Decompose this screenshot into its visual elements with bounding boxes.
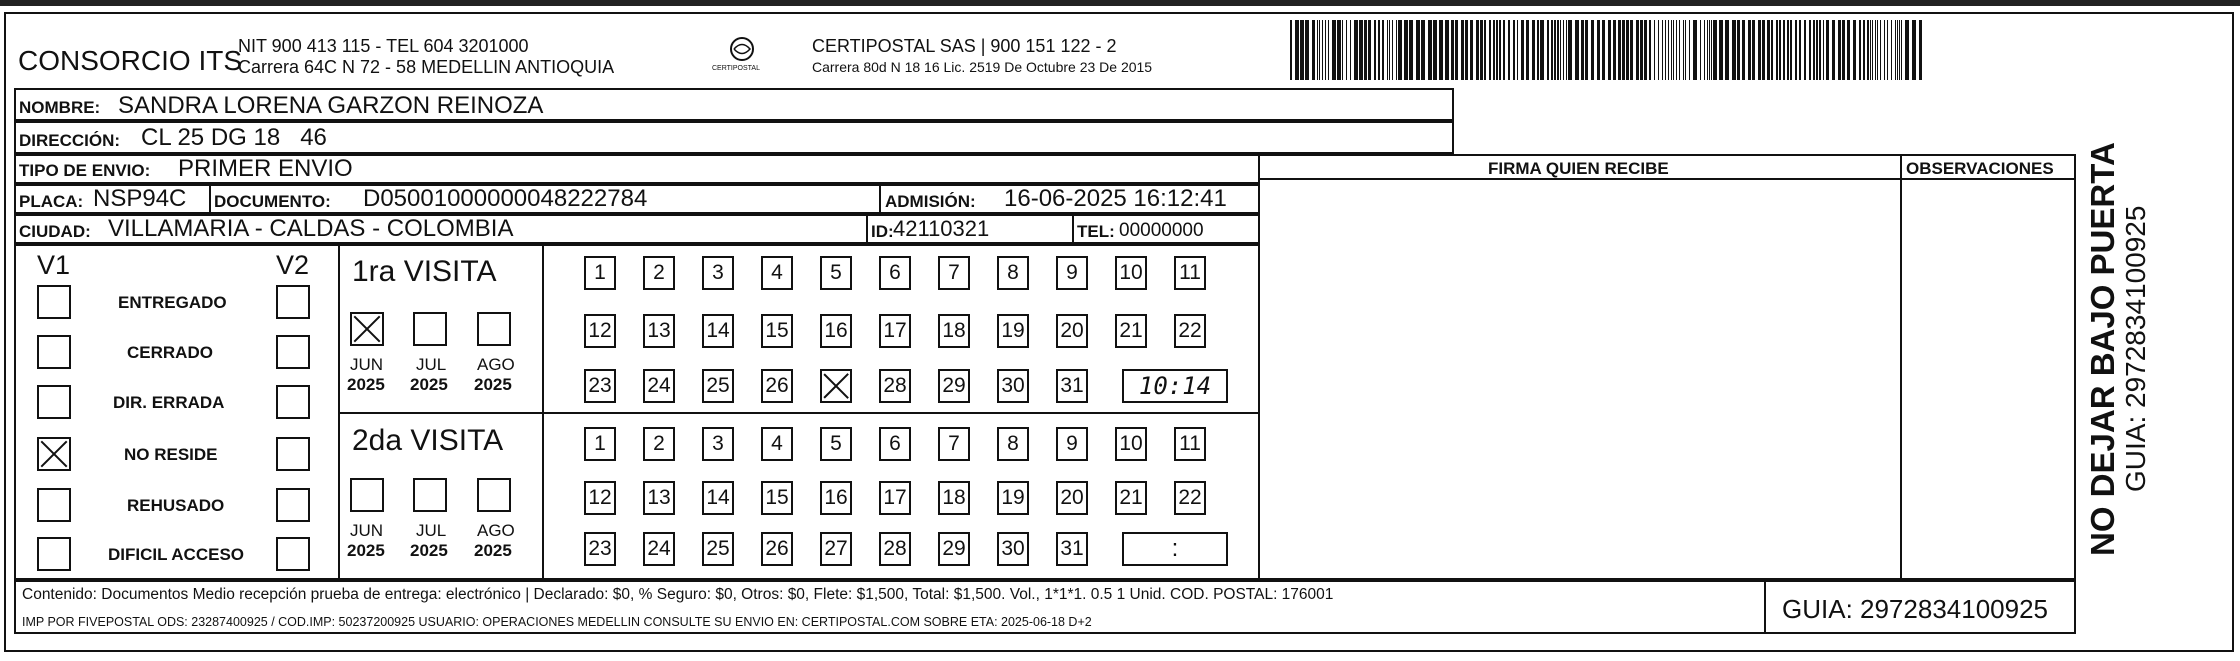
v1-checkbox[interactable] xyxy=(37,385,71,419)
imp-text: IMP POR FIVEPOSTAL ODS: 23287400925 / COD.IMP: 50237200925 USUARIO: OPERACIONES MEDELLIN CONSULTE SU ENVIO EN: CERTIPOSTAL.COM SOBRE ETA: 2025-06-18 D+2 xyxy=(22,615,1092,629)
barcode-bar xyxy=(1877,20,1878,80)
barcode-bar xyxy=(1439,20,1443,80)
month-checkbox[interactable] xyxy=(477,312,511,346)
barcode-bar xyxy=(1484,20,1486,80)
direccion-label: DIRECCIÓN: xyxy=(19,131,121,150)
barcode-bar xyxy=(1683,20,1684,80)
barcode-bar xyxy=(1867,20,1869,80)
contenido-text: Contenido: Documentos Medio recepción prueba de entrega: electrónico | Declarado: $0, % Seguro: $0, Otros: $0, Flete: $1,500, Total: $1,500. Vol., 1*1*1. 0.5 1 Unid. COD. POSTAL: 176001 xyxy=(22,586,1334,603)
barcode-bar xyxy=(1557,20,1559,80)
barcode-bar xyxy=(1421,20,1425,80)
v2-checkbox[interactable] xyxy=(276,488,310,522)
footer-guia: GUIA: 2972834100925 xyxy=(1782,594,2048,624)
day-box[interactable]: 20 xyxy=(1056,314,1088,348)
barcode-bar xyxy=(1719,20,1723,80)
day-box[interactable]: 22 xyxy=(1174,481,1206,515)
barcode-bar xyxy=(1513,20,1515,80)
day-box[interactable]: 4 xyxy=(761,427,793,461)
barcode-bar xyxy=(1884,20,1885,80)
v2-checkbox[interactable] xyxy=(276,285,310,319)
barcode-bar xyxy=(1409,20,1413,80)
barcode-bar xyxy=(1823,20,1824,80)
barcode-bar xyxy=(1480,20,1483,80)
id-label: ID: xyxy=(871,222,894,241)
certipostal-logo xyxy=(708,34,776,78)
barcode-bar xyxy=(1707,20,1708,80)
observaciones-area xyxy=(1900,154,2076,580)
barcode-bar xyxy=(1771,20,1773,80)
day-box[interactable]: 7 xyxy=(938,256,970,290)
barcode-bar xyxy=(1585,20,1588,80)
tel-value: 00000000 xyxy=(1119,220,1204,241)
barcode-bar xyxy=(1378,20,1380,80)
month-checkbox[interactable] xyxy=(413,478,447,512)
barcode-bar xyxy=(1872,20,1873,80)
v1-checkbox[interactable] xyxy=(37,537,71,571)
barcode-bar xyxy=(1919,20,1922,80)
barcode-bar xyxy=(1880,20,1881,80)
barcode-bar xyxy=(1787,20,1789,80)
day-box[interactable]: 24 xyxy=(643,369,675,403)
day-box[interactable]: 23 xyxy=(584,369,616,403)
footer-divider xyxy=(1764,580,1766,634)
day-box[interactable] xyxy=(820,369,852,403)
ciudad-label: CIUDAD: xyxy=(19,222,91,241)
v1-checkbox[interactable] xyxy=(37,437,71,471)
barcode-bar xyxy=(1461,20,1464,80)
barcode-bar xyxy=(1887,20,1888,80)
barcode-bar xyxy=(1563,20,1564,80)
barcode-bar xyxy=(1767,20,1770,80)
barcode-bar xyxy=(1640,20,1643,80)
day-box[interactable]: 15 xyxy=(761,314,793,348)
documento-label: DOCUMENTO: xyxy=(214,192,331,211)
barcode-bar xyxy=(1597,20,1600,80)
barcode-bar xyxy=(1319,20,1320,80)
barcode-bar xyxy=(1700,20,1701,80)
barcode-bar xyxy=(1433,20,1437,80)
day-box[interactable]: 2 xyxy=(643,427,675,461)
barcode-bar xyxy=(1732,20,1736,80)
day-box[interactable]: 25 xyxy=(702,532,734,566)
barcode-bar xyxy=(1813,20,1815,80)
barcode-bar xyxy=(1496,20,1498,80)
day-box[interactable]: 29 xyxy=(938,369,970,403)
barcode-bar xyxy=(1613,20,1616,80)
admision-label: ADMISIÓN: xyxy=(885,192,976,211)
barcode-bar xyxy=(1416,20,1420,80)
barcode-bar xyxy=(1725,20,1729,80)
barcode-bar xyxy=(1626,20,1629,80)
status-option-label: DIR. ERRADA xyxy=(113,393,225,412)
admision-divider xyxy=(879,184,881,214)
barcode-bar xyxy=(1654,20,1655,80)
day-box[interactable]: 6 xyxy=(879,256,911,290)
day-box[interactable]: 27 xyxy=(820,532,852,566)
barcode-bar xyxy=(1618,20,1621,80)
barcode-bar xyxy=(1899,20,1900,80)
barcode-bar xyxy=(1779,20,1781,80)
barcode-bar xyxy=(1602,20,1605,80)
status-option-label: CERRADO xyxy=(127,343,213,362)
nombre-label: NOMBRE: xyxy=(19,98,101,117)
v1-checkbox[interactable] xyxy=(37,488,71,522)
barcode-bar xyxy=(1526,20,1529,80)
barcode-bar xyxy=(1389,20,1390,80)
day-box[interactable]: 17 xyxy=(879,481,911,515)
barcode-bar xyxy=(1709,20,1710,80)
no-dejar-bajo-puerta: NO DEJAR BAJO PUERTA xyxy=(2084,142,2121,556)
barcode-bar xyxy=(1465,20,1468,80)
barcode-bar xyxy=(1346,20,1347,80)
tel-divider xyxy=(1072,214,1074,244)
barcode-bar xyxy=(1359,20,1363,80)
month-label: AGO xyxy=(477,521,515,540)
day-box[interactable]: 31 xyxy=(1056,532,1088,566)
barcode-bar xyxy=(1317,20,1318,80)
certipostal-line: CERTIPOSTAL SAS | 900 151 122 - 2 xyxy=(812,36,1117,56)
barcode-bar xyxy=(1649,20,1651,80)
firma-area xyxy=(1258,154,1902,580)
month-checkbox[interactable] xyxy=(350,478,384,512)
v1-label: V1 xyxy=(37,250,71,280)
barcode-bar xyxy=(1503,20,1505,80)
day-box[interactable]: 30 xyxy=(997,369,1029,403)
barcode-bar xyxy=(1517,20,1518,80)
documento-value: D05001000000048222784 xyxy=(363,185,648,212)
barcode-bar xyxy=(1875,20,1876,80)
day-box[interactable]: 17 xyxy=(879,314,911,348)
day-box[interactable]: 22 xyxy=(1174,314,1206,348)
day-box[interactable]: 11 xyxy=(1174,427,1206,461)
tipo-envio-value: PRIMER ENVIO xyxy=(178,155,353,182)
day-box[interactable]: 13 xyxy=(643,481,675,515)
barcode-bar xyxy=(1693,20,1697,80)
barcode-bar xyxy=(1489,20,1491,80)
barcode-bar xyxy=(1554,20,1556,80)
day-box[interactable]: 9 xyxy=(1056,427,1088,461)
day-box[interactable]: 5 xyxy=(820,427,852,461)
barcode-bar xyxy=(1521,20,1524,80)
barcode-bar xyxy=(1685,20,1686,80)
status-option-label: NO RESIDE xyxy=(124,445,218,464)
day-box[interactable]: 4 xyxy=(761,256,793,290)
barcode-bar xyxy=(1404,20,1408,80)
status-option-label: DIFICIL ACCESO xyxy=(108,545,245,564)
v1-checkbox[interactable] xyxy=(37,335,71,369)
day-box[interactable]: 15 xyxy=(761,481,793,515)
barcode-bar xyxy=(1905,20,1909,80)
barcode-bar xyxy=(1581,20,1584,80)
day-box[interactable]: 28 xyxy=(879,532,911,566)
day-box[interactable]: 23 xyxy=(584,532,616,566)
day-box[interactable]: 25 xyxy=(702,369,734,403)
barcode-bar xyxy=(1859,20,1861,80)
barcode-bar xyxy=(1396,20,1397,80)
day-box[interactable]: 1 xyxy=(584,427,616,461)
barcode-bar xyxy=(1547,20,1549,80)
barcode-bar xyxy=(1476,20,1479,80)
day-box[interactable]: 7 xyxy=(938,427,970,461)
tipo-envio-label: TIPO DE ENVIO: xyxy=(19,161,151,180)
month-checkbox[interactable] xyxy=(413,312,447,346)
day-box[interactable]: 29 xyxy=(938,532,970,566)
day-box[interactable]: 24 xyxy=(643,532,675,566)
barcode-bar xyxy=(1337,20,1341,80)
time-box[interactable]: 10:14 xyxy=(1122,369,1228,403)
barcode-bar xyxy=(1368,20,1371,80)
barcode-bar xyxy=(1783,20,1785,80)
day-box[interactable]: 6 xyxy=(879,427,911,461)
barcode-bar xyxy=(1673,20,1674,80)
barcode-bar xyxy=(1668,20,1669,80)
barcode-bar xyxy=(1537,20,1539,80)
barcode-bar xyxy=(1499,20,1501,80)
barcode xyxy=(1290,20,1926,80)
logo-text: CERTIPOSTAL xyxy=(712,65,760,72)
barcode-bar xyxy=(1689,20,1690,80)
barcode-bar xyxy=(1901,20,1902,80)
barcode-bar xyxy=(1891,20,1892,80)
year-label: 2025 xyxy=(474,375,512,394)
barcode-bar xyxy=(1325,20,1326,80)
barcode-bar xyxy=(1748,20,1751,80)
v2-checkbox[interactable] xyxy=(276,437,310,471)
barcode-bar xyxy=(1679,20,1680,80)
barcode-bar xyxy=(1758,20,1761,80)
barcode-bar xyxy=(1662,20,1663,80)
barcode-bar xyxy=(1895,20,1896,80)
barcode-bar xyxy=(1591,20,1594,80)
barcode-bar xyxy=(1493,20,1495,80)
barcode-bar xyxy=(1713,20,1717,80)
barcode-bar xyxy=(1290,20,1292,80)
month-label: JUL xyxy=(416,521,447,540)
barcode-bar xyxy=(1665,20,1666,80)
id-divider xyxy=(866,214,868,244)
day-box[interactable]: 28 xyxy=(879,369,911,403)
placa-label: PLACA: xyxy=(19,192,84,211)
barcode-bar xyxy=(1644,20,1647,80)
barcode-bar xyxy=(1350,20,1351,80)
barcode-bar xyxy=(1532,20,1535,80)
barcode-bar xyxy=(1374,20,1376,80)
day-box[interactable]: 21 xyxy=(1115,314,1147,348)
barcode-bar xyxy=(1312,20,1315,80)
month-label: JUL xyxy=(416,355,447,374)
barcode-bar xyxy=(1566,20,1567,80)
barcode-bar xyxy=(1838,20,1841,80)
visit2-title: 2da VISITA xyxy=(352,424,504,457)
month-checkbox[interactable] xyxy=(477,478,511,512)
v2-checkbox[interactable] xyxy=(276,335,310,369)
barcode-bar xyxy=(1737,20,1740,80)
time-box[interactable]: : xyxy=(1122,532,1228,566)
v2-checkbox[interactable] xyxy=(276,385,310,419)
barcode-bar xyxy=(1451,20,1454,80)
day-box[interactable]: 14 xyxy=(702,314,734,348)
barcode-bar xyxy=(1568,20,1572,80)
nit-line: NIT 900 413 115 - TEL 604 3201000 xyxy=(238,36,529,56)
year-label: 2025 xyxy=(410,541,448,560)
day-box[interactable]: 2 xyxy=(643,256,675,290)
barcode-bar xyxy=(1762,20,1765,80)
barcode-bar xyxy=(1711,20,1712,80)
month-label: AGO xyxy=(477,355,515,374)
barcode-bar xyxy=(1332,20,1336,80)
barcode-bar xyxy=(1819,20,1821,80)
barcode-bar xyxy=(1816,20,1818,80)
day-box[interactable]: 26 xyxy=(761,532,793,566)
barcode-bar xyxy=(1300,20,1304,80)
day-box[interactable]: 8 xyxy=(997,256,1029,290)
ciudad-value: VILLAMARIA - CALDAS - COLOMBIA xyxy=(108,215,514,242)
barcode-bar xyxy=(1671,20,1672,80)
visit1-title: 1ra VISITA xyxy=(352,255,497,288)
day-box[interactable]: 16 xyxy=(820,481,852,515)
barcode-bar xyxy=(1322,20,1323,80)
day-box[interactable]: 18 xyxy=(938,481,970,515)
day-box[interactable]: 12 xyxy=(584,481,616,515)
barcode-bar xyxy=(1676,20,1677,80)
day-box[interactable]: 18 xyxy=(938,314,970,348)
barcode-bar xyxy=(1428,20,1432,80)
id-value: 42110321 xyxy=(893,216,990,241)
barcode-bar xyxy=(1799,20,1801,80)
day-box[interactable]: 31 xyxy=(1056,369,1088,403)
side-guia: GUIA: 2972834100925 xyxy=(2120,205,2151,492)
barcode-bar xyxy=(1842,20,1845,80)
day-box[interactable]: 19 xyxy=(997,314,1029,348)
barcode-bar xyxy=(1795,20,1797,80)
day-box[interactable]: 10 xyxy=(1115,256,1147,290)
barcode-bar xyxy=(1608,20,1611,80)
firma-label: FIRMA QUIEN RECIBE xyxy=(1488,159,1669,178)
day-box[interactable]: 9 xyxy=(1056,256,1088,290)
barcode-bar xyxy=(1622,20,1625,80)
certipostal-address: Carrera 80d N 18 16 Lic. 2519 De Octubre 23 De 2015 xyxy=(812,59,1153,75)
year-label: 2025 xyxy=(474,541,512,560)
barcode-bar xyxy=(1912,20,1916,80)
barcode-bar xyxy=(1354,20,1358,80)
year-label: 2025 xyxy=(347,375,385,394)
barcode-bar xyxy=(1382,20,1384,80)
day-box[interactable]: 26 xyxy=(761,369,793,403)
barcode-bar xyxy=(1630,20,1633,80)
tel-label: TEL: xyxy=(1077,222,1115,241)
day-box[interactable]: 3 xyxy=(702,256,734,290)
barcode-bar xyxy=(1863,20,1865,80)
barcode-bar xyxy=(1364,20,1367,80)
barcode-bar xyxy=(1790,20,1792,80)
barcode-bar xyxy=(1305,20,1309,80)
day-box[interactable]: 13 xyxy=(643,314,675,348)
barcode-bar xyxy=(1455,20,1458,80)
barcode-bar xyxy=(1847,20,1850,80)
day-box[interactable]: 20 xyxy=(1056,481,1088,515)
barcode-bar xyxy=(1742,20,1745,80)
barcode-bar xyxy=(1392,20,1393,80)
year-label: 2025 xyxy=(410,375,448,394)
day-box[interactable]: 11 xyxy=(1174,256,1206,290)
v2-checkbox[interactable] xyxy=(276,537,310,571)
barcode-bar xyxy=(1295,20,1299,80)
barcode-bar xyxy=(1826,20,1829,80)
year-label: 2025 xyxy=(347,541,385,560)
barcode-bar xyxy=(1776,20,1778,80)
v1-checkbox[interactable] xyxy=(37,285,71,319)
barcode-bar xyxy=(1508,20,1510,80)
status-option-label: ENTREGADO xyxy=(118,293,227,312)
observaciones-label: OBSERVACIONES xyxy=(1906,159,2054,178)
day-box[interactable]: 12 xyxy=(584,314,616,348)
barcode-bar xyxy=(1853,20,1856,80)
barcode-bar xyxy=(1636,20,1639,80)
barcode-bar xyxy=(1398,20,1402,80)
day-box[interactable]: 30 xyxy=(997,532,1029,566)
barcode-bar xyxy=(1445,20,1449,80)
barcode-bar xyxy=(1551,20,1553,80)
barcode-bar xyxy=(1658,20,1659,80)
day-box[interactable]: 16 xyxy=(820,314,852,348)
day-box[interactable]: 19 xyxy=(997,481,1029,515)
nombre-value: SANDRA LORENA GARZON REINOZA xyxy=(118,92,544,119)
month-label: JUN xyxy=(350,355,384,374)
barcode-bar xyxy=(1832,20,1835,80)
status-option-label: REHUSADO xyxy=(127,496,225,515)
v2-label: V2 xyxy=(276,250,310,280)
barcode-bar xyxy=(1752,20,1755,80)
barcode-bar xyxy=(1809,20,1811,80)
month-label: JUN xyxy=(350,521,384,540)
day-box[interactable]: 14 xyxy=(702,481,734,515)
barcode-bar xyxy=(1387,20,1388,80)
day-box[interactable]: 10 xyxy=(1115,427,1147,461)
barcode-bar xyxy=(1540,20,1544,80)
barcode-bar xyxy=(1560,20,1561,80)
day-box[interactable]: 3 xyxy=(702,427,734,461)
day-box[interactable]: 8 xyxy=(997,427,1029,461)
day-box[interactable]: 21 xyxy=(1115,481,1147,515)
barcode-bar xyxy=(1470,20,1473,80)
barcode-bar xyxy=(1897,20,1898,80)
placa-divider xyxy=(209,184,211,214)
barcode-bar xyxy=(1575,20,1579,80)
day-box[interactable]: 1 xyxy=(584,256,616,290)
company-name: CONSORCIO ITS xyxy=(18,45,243,76)
barcode-bar xyxy=(1870,20,1871,80)
barcode-bar xyxy=(1328,20,1329,80)
direccion-value: CL 25 DG 18 46 xyxy=(141,124,327,151)
company-address: Carrera 64C N 72 - 58 MEDELLIN ANTIOQUIA xyxy=(238,57,615,77)
barcode-bar xyxy=(1342,20,1343,80)
placa-value: NSP94C xyxy=(93,185,187,212)
barcode-bar xyxy=(1804,20,1806,80)
barcode-bar xyxy=(1704,20,1705,80)
admision-value: 16-06-2025 16:12:41 xyxy=(1004,185,1227,212)
top-edge xyxy=(0,0,2240,6)
day-box[interactable]: 5 xyxy=(820,256,852,290)
month-checkbox[interactable] xyxy=(350,312,384,346)
